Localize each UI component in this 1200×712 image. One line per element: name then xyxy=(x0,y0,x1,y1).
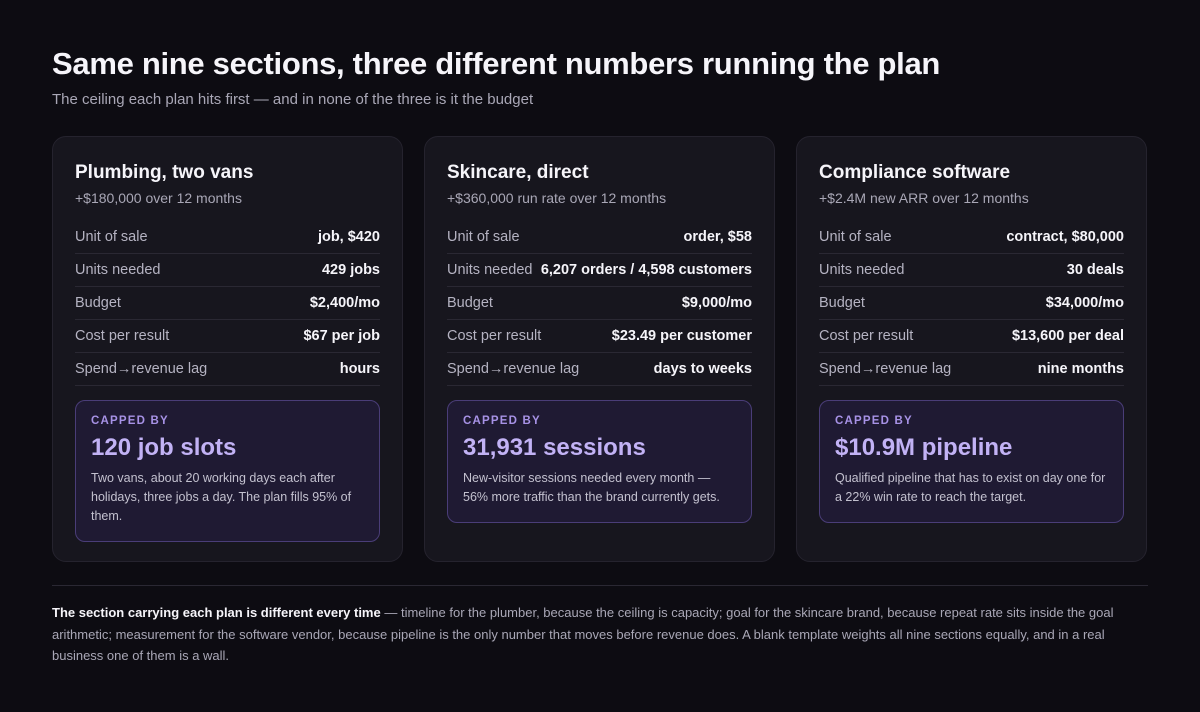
metric-value: contract, $80,000 xyxy=(1006,229,1124,245)
metric-label: Budget xyxy=(75,295,121,311)
metric-value: nine months xyxy=(1037,361,1124,377)
metric-row-cost-per-result xyxy=(75,320,380,353)
metric-label: Units needed xyxy=(75,262,161,278)
card-title: Plumbing, two vans xyxy=(75,162,254,183)
metric-table xyxy=(447,221,752,386)
page-subtitle: The ceiling each plan hits first — and in none of the three is it the budget xyxy=(52,91,534,108)
capped-by-callout xyxy=(819,400,1124,523)
metric-label: Spend→revenue lag xyxy=(819,361,952,377)
plan-cards xyxy=(52,136,1148,562)
metric-label: Unit of sale xyxy=(819,229,892,245)
capped-by-note: Qualified pipeline that has to exist on day one for a 22% win rate to reach the target. xyxy=(835,471,1106,504)
metric-label: Units needed xyxy=(447,262,533,278)
capped-by-value: 31,931 sessions xyxy=(463,434,646,461)
metric-row-lag xyxy=(447,353,752,386)
capped-by-value: 120 job slots xyxy=(91,434,237,461)
plan-card-skincare xyxy=(424,136,775,562)
metric-value: 30 deals xyxy=(1066,262,1124,278)
metric-row-unit-of-sale xyxy=(819,221,1124,254)
metric-label: Cost per result xyxy=(447,328,542,344)
metric-label: Spend→revenue lag xyxy=(447,361,580,377)
capped-by-note: New-visitor sessions needed every month — 56% more traffic than the brand currently gets. xyxy=(463,471,720,504)
card-subtitle: +$180,000 over 12 months xyxy=(75,190,242,206)
metric-label: Unit of sale xyxy=(75,229,148,245)
metric-label: Cost per result xyxy=(75,328,170,344)
metric-value: $13,600 per deal xyxy=(1011,328,1124,344)
metric-value: order, $58 xyxy=(683,229,752,245)
capped-by-value: $10.9M pipeline xyxy=(835,434,1013,461)
metric-label: Units needed xyxy=(819,262,905,278)
metric-table xyxy=(819,221,1124,386)
metric-label: Budget xyxy=(819,295,865,311)
metric-row-unit-of-sale xyxy=(447,221,752,254)
metric-value: $9,000/mo xyxy=(681,295,752,311)
metric-row-cost-per-result xyxy=(447,320,752,353)
metric-row-budget xyxy=(75,287,380,320)
metric-row-lag xyxy=(819,353,1124,386)
plan-card-plumbing xyxy=(52,136,403,562)
metric-value: $2,400/mo xyxy=(309,295,380,311)
metric-row-budget xyxy=(819,287,1124,320)
metric-row-cost-per-result xyxy=(819,320,1124,353)
card-subtitle: +$2.4M new ARR over 12 months xyxy=(819,190,1029,206)
metric-label: Cost per result xyxy=(819,328,914,344)
card-subtitle: +$360,000 run rate over 12 months xyxy=(447,190,667,206)
footnote xyxy=(52,602,1148,667)
metric-value: 429 jobs xyxy=(321,262,380,278)
metric-value: days to weeks xyxy=(653,361,752,377)
capped-by-label: CAPPED BY xyxy=(91,415,169,427)
metric-table xyxy=(75,221,380,386)
metric-row-units-needed xyxy=(447,254,752,287)
page-title: Same nine sections, three different numbers running the plan xyxy=(52,46,941,81)
footnote-body: — timeline for the plumber, because the ceiling is capacity; goal for the skincare brand, because repeat rate sits inside the goal arithmetic; measurement for the software vendor, because pipeline is the only number that moves before revenue does. A blank template weights all nine sections equally, and in a real business one of them is a wall. xyxy=(52,605,1114,663)
metric-row-unit-of-sale xyxy=(75,221,380,254)
metric-value: 6,207 orders / 4,598 customers xyxy=(540,262,752,278)
capped-by-callout xyxy=(75,400,380,542)
metric-label: Spend→revenue lag xyxy=(75,361,208,377)
capped-by-callout xyxy=(447,400,752,523)
plan-card-compliance-software xyxy=(796,136,1147,562)
metric-row-units-needed xyxy=(819,254,1124,287)
divider xyxy=(52,585,1148,586)
metric-value: $23.49 per customer xyxy=(611,328,752,344)
metric-value: $34,000/mo xyxy=(1045,295,1124,311)
metric-label: Unit of sale xyxy=(447,229,520,245)
capped-by-note: Two vans, about 20 working days each after holidays, three jobs a day. The plan fills 95% of them. xyxy=(91,471,352,523)
metric-row-budget xyxy=(447,287,752,320)
capped-by-label: CAPPED BY xyxy=(463,415,541,427)
capped-by-label: CAPPED BY xyxy=(835,415,913,427)
metric-row-units-needed xyxy=(75,254,380,287)
footnote-lead: The section carrying each plan is different every time xyxy=(52,605,381,620)
metric-label: Budget xyxy=(447,295,493,311)
metric-value: $67 per job xyxy=(303,328,380,344)
metric-row-lag xyxy=(75,353,380,386)
metric-value: job, $420 xyxy=(317,229,380,245)
card-title: Compliance software xyxy=(819,162,1011,183)
card-title: Skincare, direct xyxy=(447,162,589,183)
page xyxy=(52,44,1148,667)
metric-value: hours xyxy=(339,361,380,377)
